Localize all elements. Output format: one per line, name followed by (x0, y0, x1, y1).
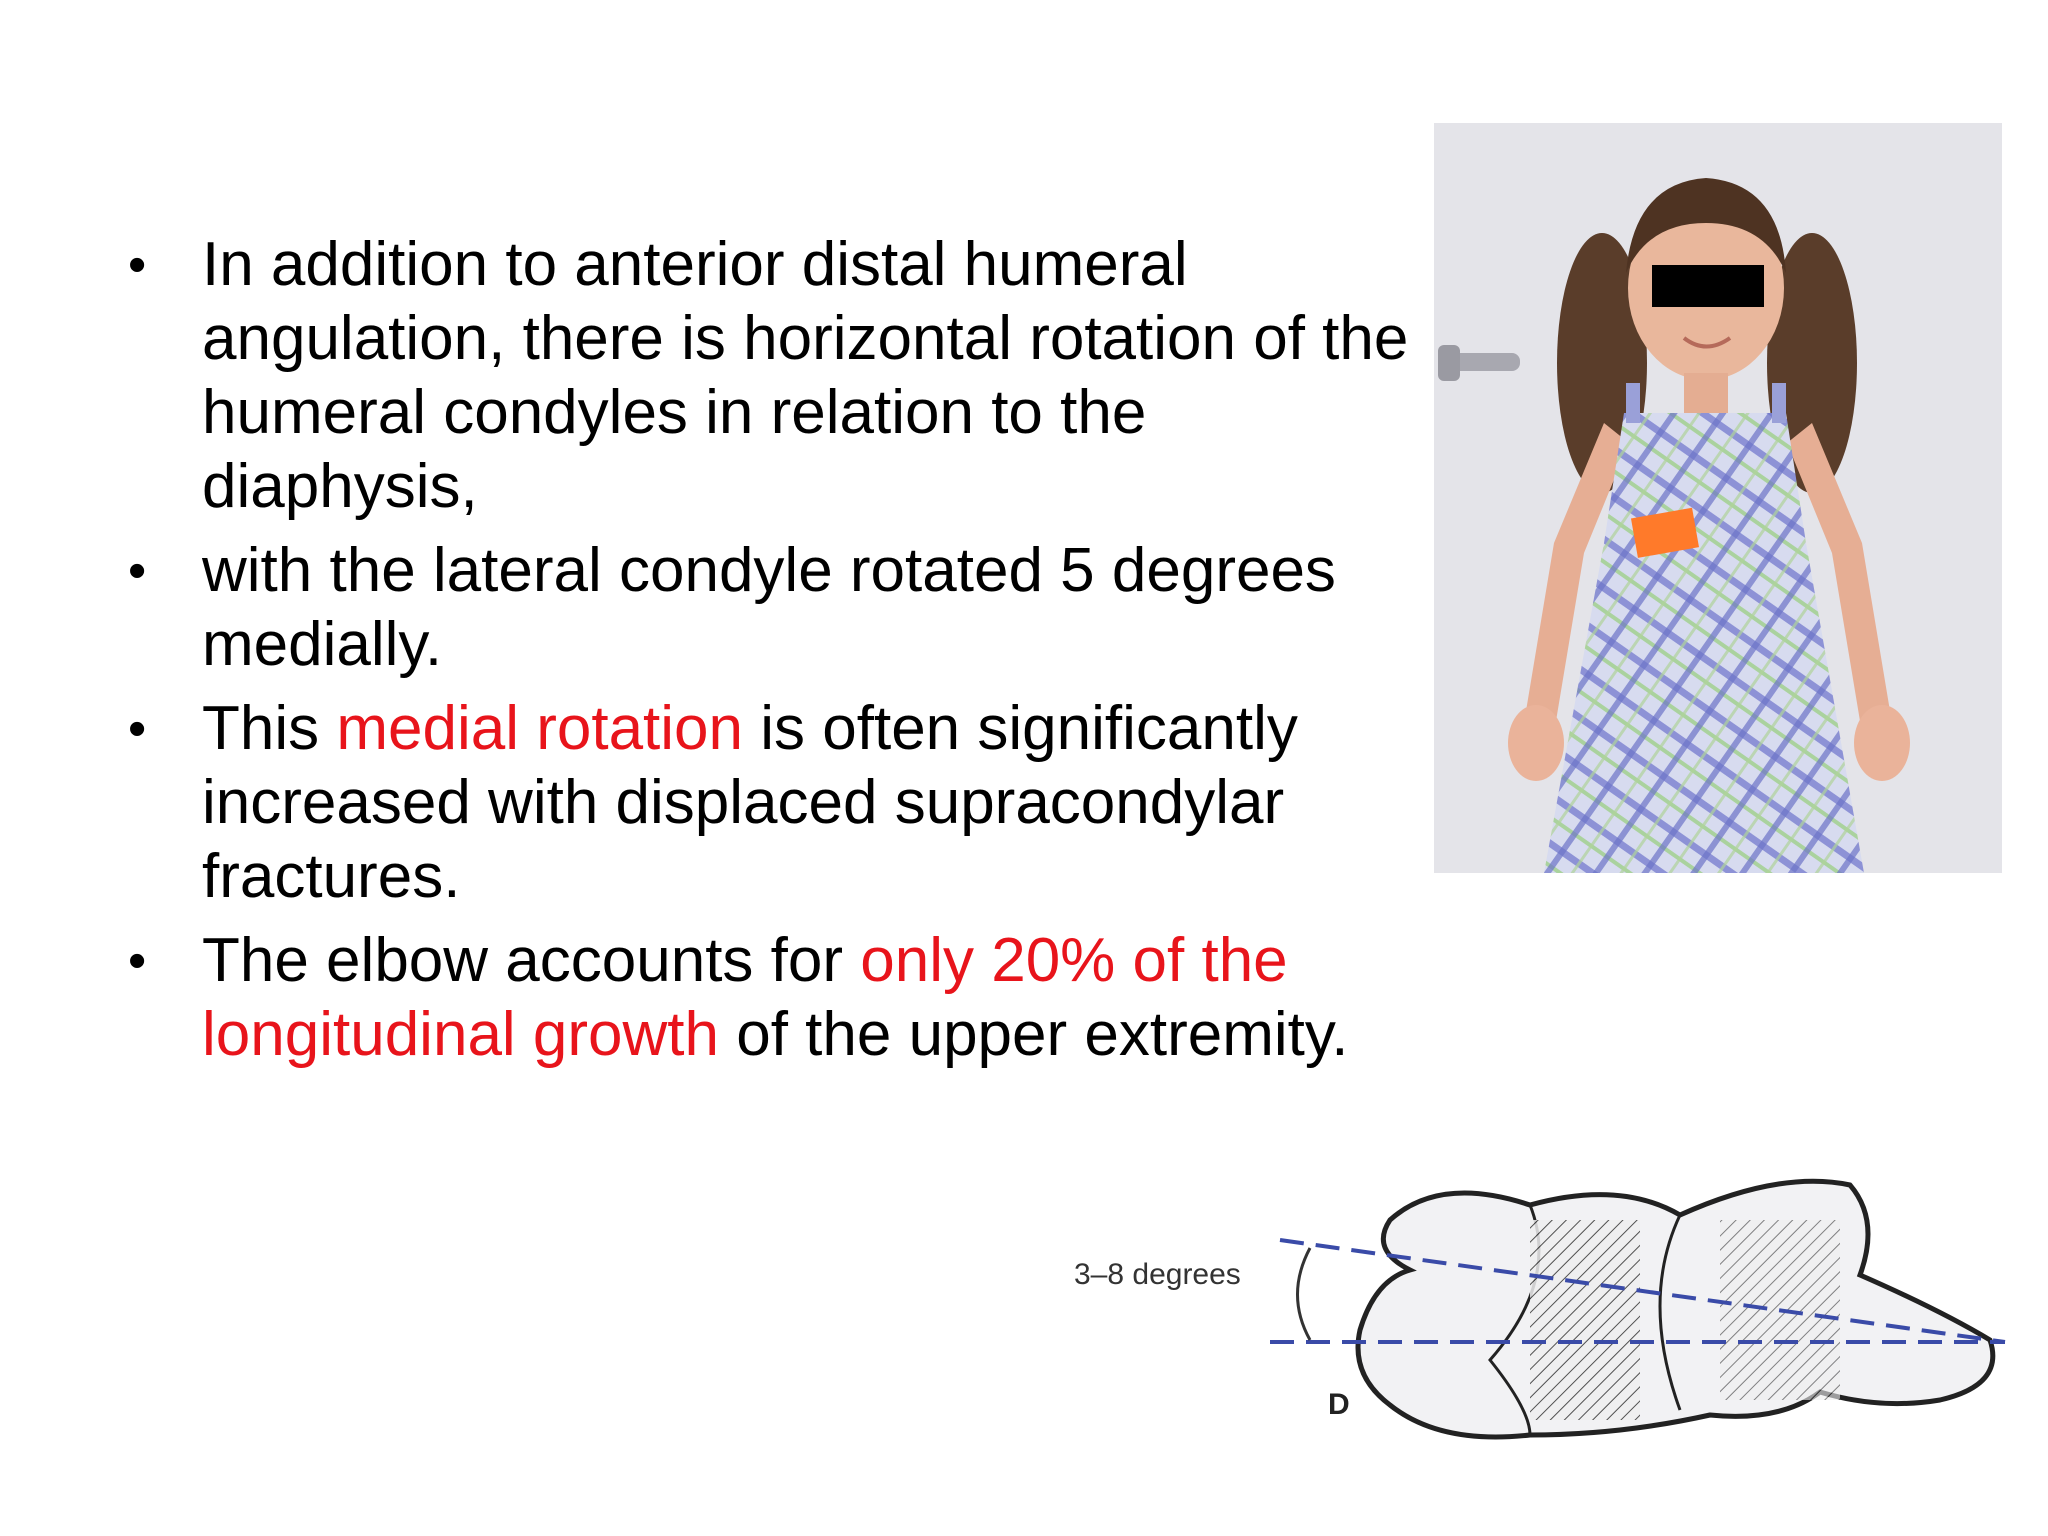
bullet-marker: • (128, 542, 147, 600)
bullet-item (118, 534, 1418, 682)
humerus-rotation-diagram (1060, 1160, 2020, 1460)
child-illustration (1434, 123, 2002, 873)
humerus-illustration (1060, 1160, 2020, 1460)
bullet-text: In addition to anterior distal humeral angulation, there is horizontal rotation of the humeral condyles in relation to the diaphysis, (202, 230, 1409, 521)
bullet-text: is often significantly increased with displaced supracondylar fractures. (202, 694, 1298, 911)
bullet-marker: • (128, 236, 147, 294)
bullet-emphasis: only 20% of the longitudinal growth (202, 926, 1288, 1069)
bullet-text: This (202, 694, 337, 763)
privacy-bar (1652, 265, 1764, 307)
bullet-item (118, 228, 1418, 524)
bullet-marker: • (128, 932, 147, 990)
bullet-list (118, 228, 1418, 1082)
bullet-emphasis: medial rotation (336, 694, 744, 763)
bullet-text: of the upper extremity. (719, 1000, 1349, 1069)
bullet-item (118, 692, 1418, 914)
bullet-text: with the lateral condyle rotated 5 degrees medially. (202, 536, 1336, 679)
angle-label: 3–8 degrees (1074, 1258, 1241, 1291)
hatch-region (1530, 1220, 1640, 1420)
bullet-text: The elbow accounts for (202, 926, 861, 995)
bullet-marker: • (128, 700, 147, 758)
panel-letter: D (1328, 1388, 1350, 1421)
angle-arc (1298, 1248, 1311, 1340)
bullet-item (118, 924, 1418, 1072)
child-photo (1434, 123, 2002, 873)
